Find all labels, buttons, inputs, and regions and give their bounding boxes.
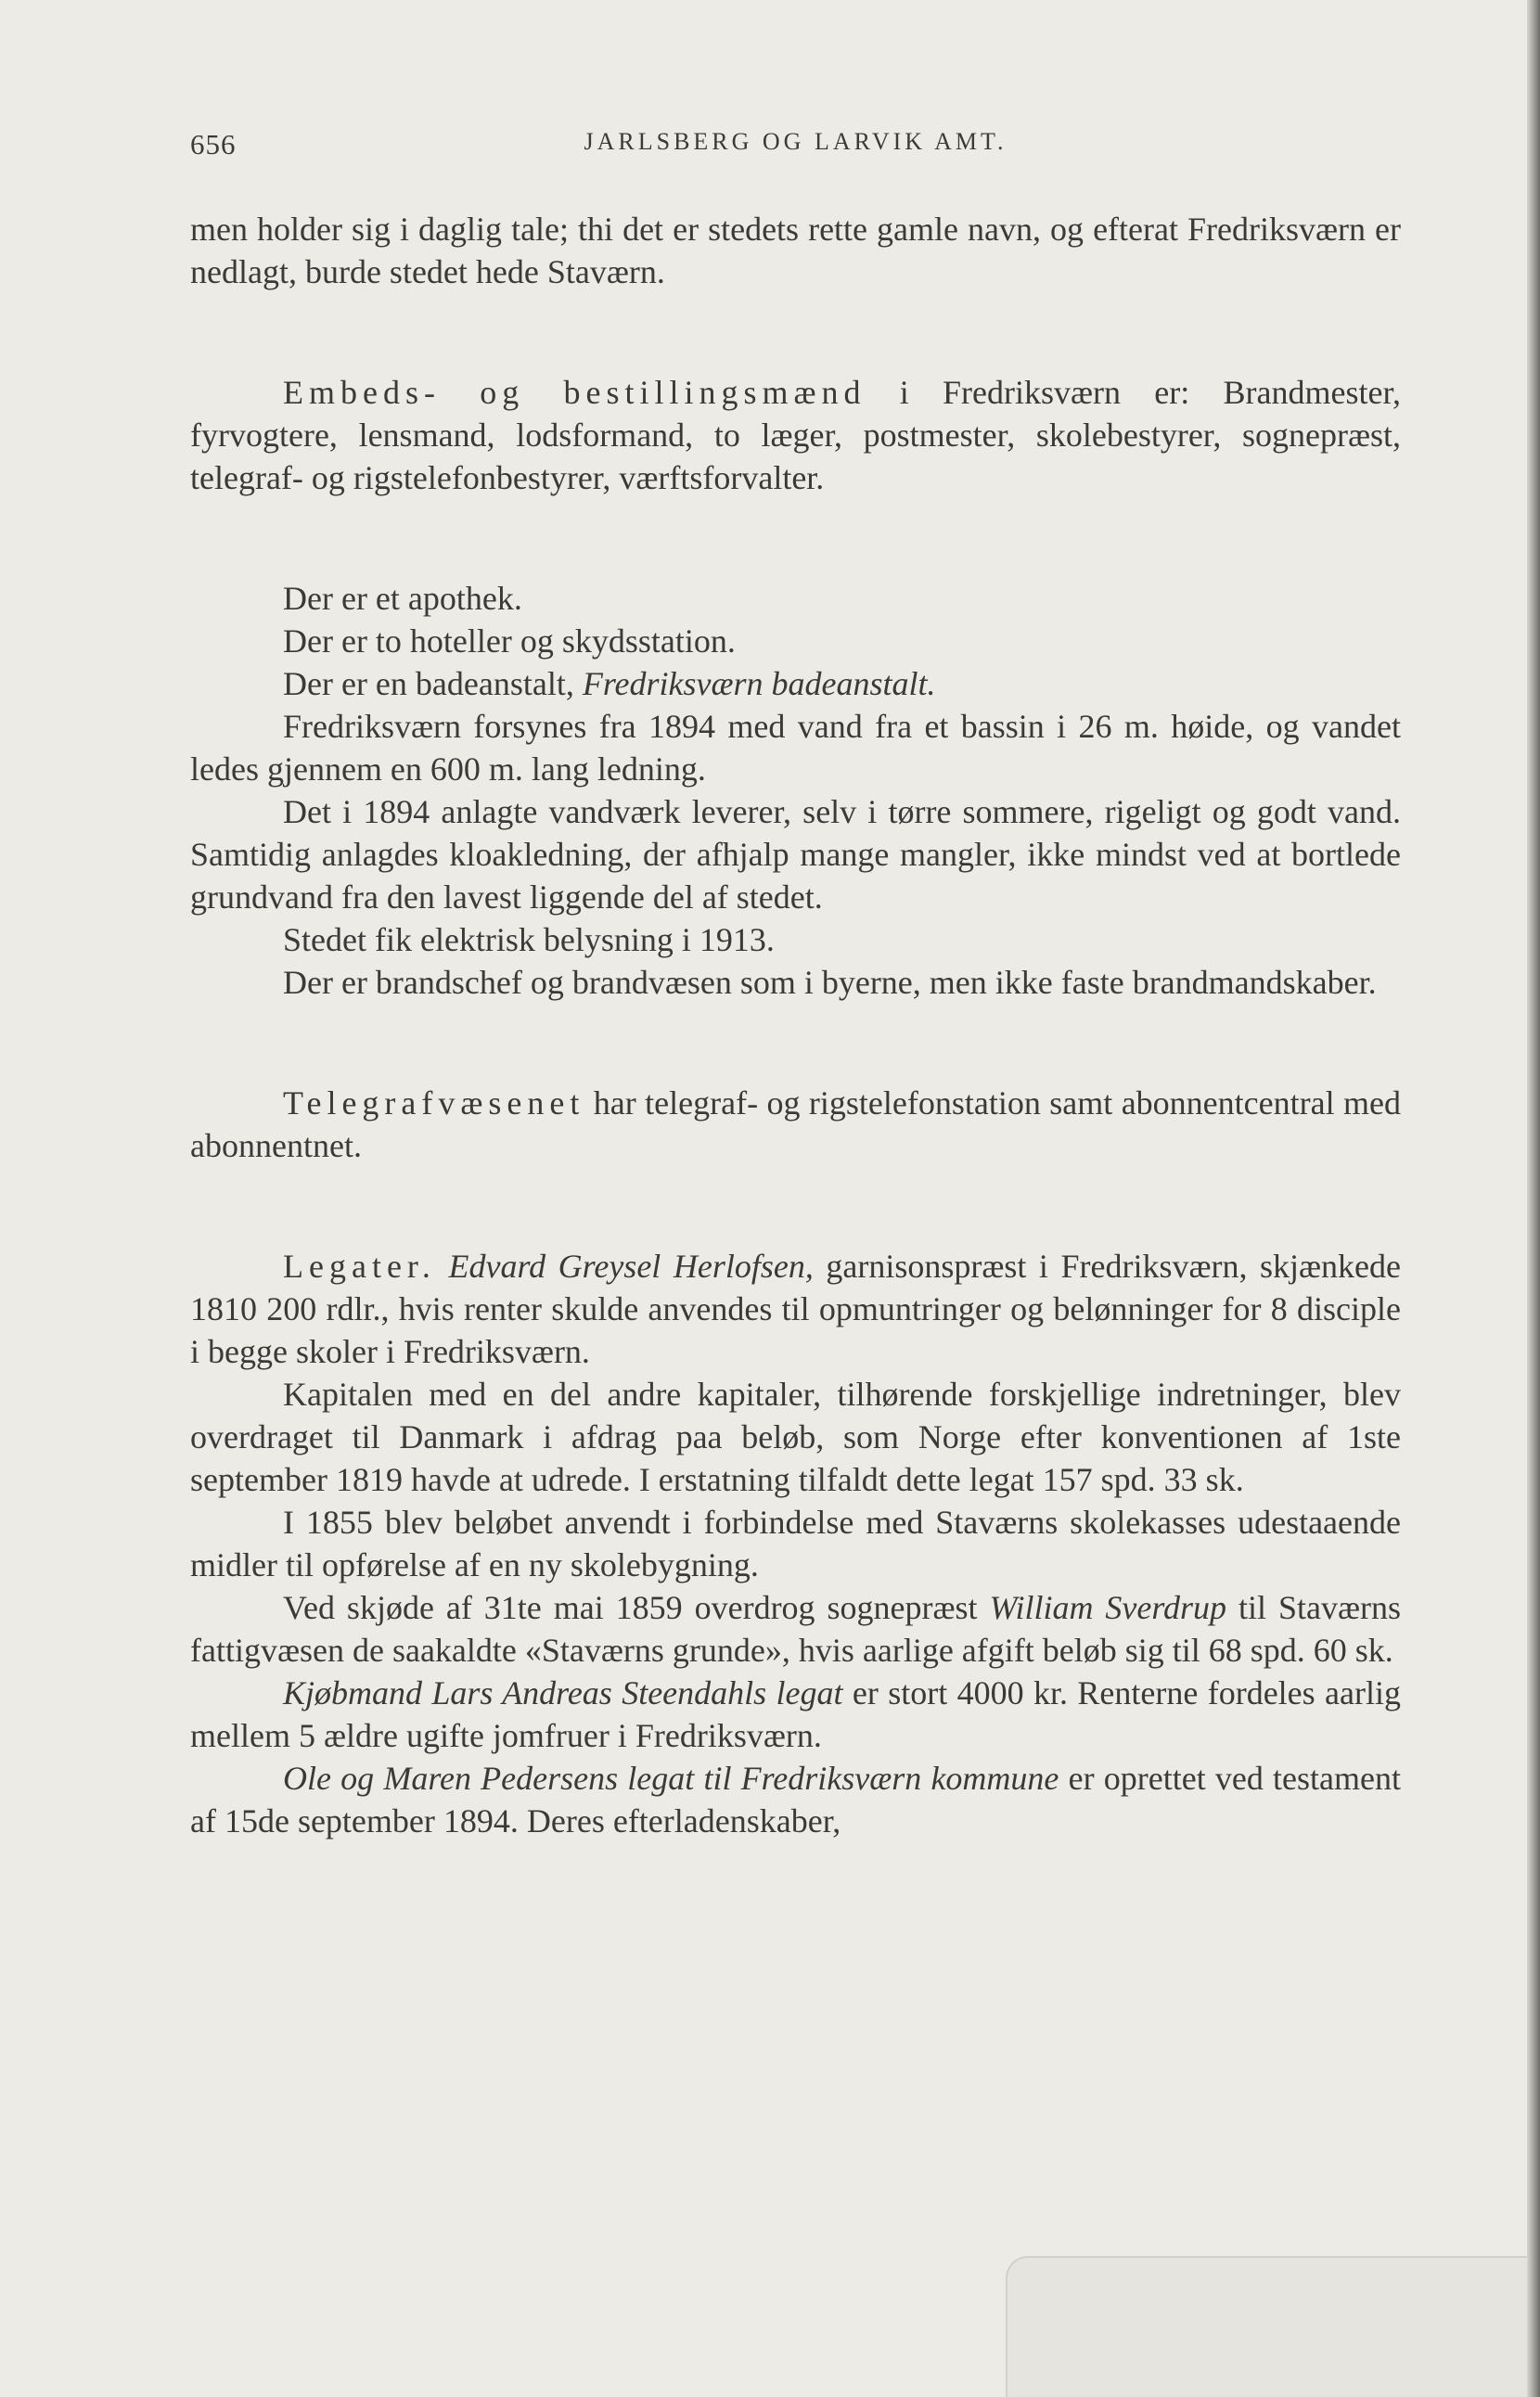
- body-text: [190, 208, 1401, 1842]
- paragraph: Ved skjøde af 31te mai 1859 overdrog sognepræst William Sverdrup til Staværns fattigvæsen de saakaldte «Staværns grunde», hvis aarlige afgift beløb sig til 68 spd. 60 sk.: [190, 1589, 1401, 1669]
- paragraph: Der er brandschef og brandvæsen som i byerne, men ikke faste brandmandskaber.: [283, 964, 1377, 1001]
- page-header: [190, 128, 1401, 174]
- paragraph: Legater. Edvard Greysel Herlofsen, garnisonspræst i Fredriksværn, skjænkede 1810 200 rdlr., hvis renter skulde anvendes til opmuntringer og belønninger for 8 disciple i begge skoler i Fredriksværn.: [190, 1248, 1401, 1370]
- paragraph: Kapitalen med en del andre kapitaler, tilhørende forskjellige indretninger, blev overdraget til Danmark i afdrag paa beløb, som Norge efter konventionen af 1ste september 1819 havde at udrede. I erstatning tilfaldt dette legat 157 spd. 33 sk.: [190, 1376, 1401, 1498]
- paragraph: Det i 1894 anlagte vandværk leverer, selv i tørre sommere, rigeligt og godt vand. Samtidig anlagdes kloakledning, der afhjalp mange mangler, ikke mindst ved at bortlede grundvand fra den lavest liggende del af stedet.: [190, 793, 1401, 916]
- running-title: JARLSBERG OG LARVIK AMT.: [584, 128, 1007, 155]
- paragraph: Telegrafvæsenet har telegraf- og rigstelefonstation samt abonnentcentral med abonnentnet.: [190, 1084, 1401, 1164]
- paragraph: Fredriksværn forsynes fra 1894 med vand fra et bassin i 26 m. høide, og vandet ledes gjennem en 600 m. lang ledning.: [190, 708, 1401, 788]
- paragraph: men holder sig i daglig tale; thi det er stedets rette gamle navn, og efterat Fredriksværn er nedlagt, burde stedet hede Staværn.: [190, 211, 1401, 290]
- paragraph: Der er en badeanstalt, Fredriksværn badeanstalt.: [283, 665, 936, 702]
- paragraph: Kjøbmand Lars Andreas Steendahls legat er stort 4000 kr. Renterne fordeles aarlig mellem 5 ældre ugifte jomfruer i Fredriksværn.: [190, 1674, 1401, 1754]
- paragraph: I 1855 blev beløbet anvendt i forbindelse med Staværns skolekasses udestaaende midler til opførelse af en ny skolebygning.: [190, 1504, 1401, 1583]
- page-number: 656: [190, 128, 237, 160]
- paragraph: Der er et apothek.: [283, 580, 522, 617]
- paragraph: Embeds- og bestillingsmænd i Fredriksværn er: Brandmester, fyrvogtere, lensmand, lodsformand, to læger, postmester, skolebestyrer, sognepræst, telegraf- og rigstelefonbestyrer, værftsforvalter.: [190, 374, 1401, 496]
- page-edge: [1527, 0, 1540, 2397]
- paragraph: Der er to hoteller og skydsstation.: [283, 622, 736, 660]
- paragraph: Stedet fik elektrisk belysning i 1913.: [283, 921, 775, 958]
- page-corner-shadow: [1006, 2256, 1527, 2397]
- paragraph: Ole og Maren Pedersens legat til Fredriksværn kommune er oprettet ved testament af 15de september 1894. Deres efterladenskaber,: [190, 1760, 1401, 1839]
